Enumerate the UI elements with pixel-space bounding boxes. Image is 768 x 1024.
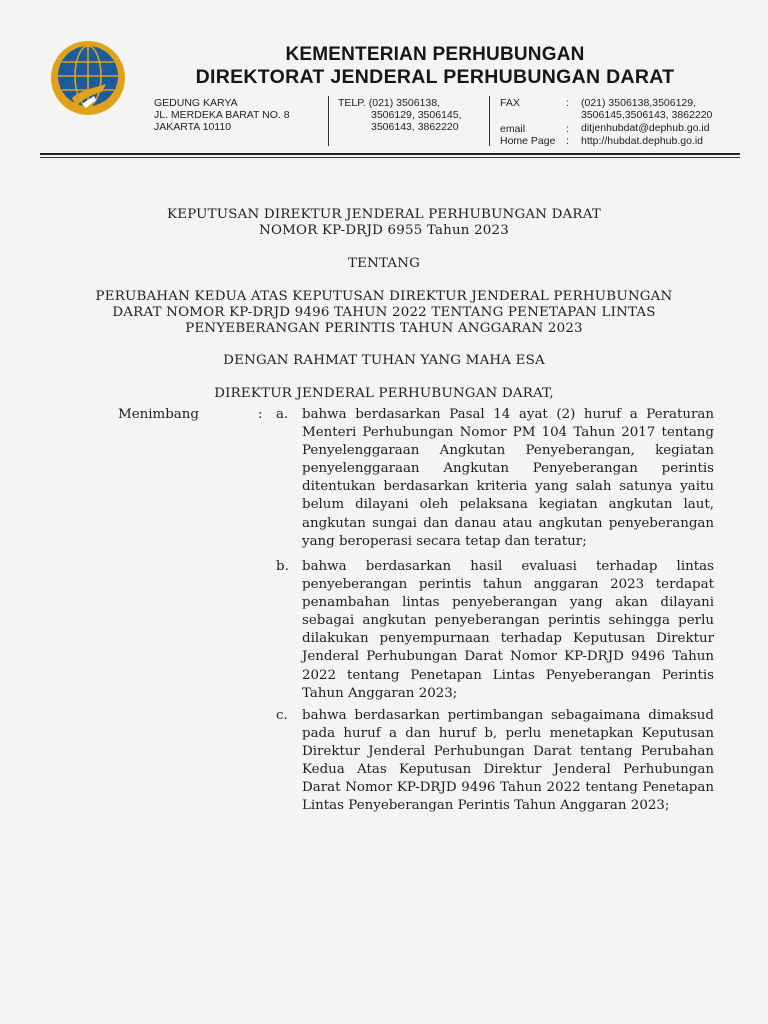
fax-line: (021) 3506138,3506129,	[581, 97, 697, 109]
fax-line: 3506145,3506143, 3862220	[581, 109, 713, 121]
item-marker: a.	[276, 407, 289, 422]
email-value: ditjenhubdat@dephub.go.id	[581, 122, 710, 134]
decree-title	[60, 207, 708, 239]
decree-number: NOMOR KP-DRJD 6955 Tahun 2023	[259, 223, 509, 238]
address-line: JL. MERDEKA BARAT NO. 8	[154, 109, 290, 121]
subject-line: PENYEBERANGAN PERINTIS TAHUN ANGGARAN 2023	[185, 321, 583, 336]
telephone-line: 3506129, 3506145,	[371, 109, 462, 121]
ministry-name: KEMENTERIAN PERHUBUNGAN	[285, 44, 585, 65]
issuer-line: DIREKTUR JENDERAL PERHUBUNGAN DARAT,	[214, 386, 554, 401]
consideration-item: bahwa berdasarkan pertimbangan sebagaimana dimaksud pada huruf a dan huruf b, perlu menetapkan Keputusan Direktur Jenderal Perhubungan Darat tentang Perubahan Kedua Atas Keputusan Direktur Jenderal Perhubungan Darat Nomor KP-DRJD 9496 Tahun 2022 tentang Penetapan Lintas Penyeberangan Perintis Tahun Anggaran 2023;	[302, 708, 714, 814]
address-block	[154, 97, 290, 133]
divider	[328, 96, 329, 146]
homepage-label: Home Page	[500, 135, 556, 147]
considering-label: Menimbang	[118, 407, 199, 422]
fax-colon: :	[566, 97, 569, 109]
directorate-name: DIREKTORAT JENDERAL PERHUBUNGAN DARAT	[195, 66, 675, 88]
address-line: JAKARTA 10110	[154, 121, 232, 133]
item-marker: b.	[276, 559, 289, 574]
about-heading: TENTANG	[347, 256, 421, 271]
address-line: GEDUNG KARYA	[154, 97, 238, 109]
letterhead-rule-thin	[40, 157, 740, 158]
letterhead-rule	[40, 153, 740, 155]
consideration-item: bahwa berdasarkan hasil evaluasi terhadap lintas penyeberangan perintis tahun anggaran 2023 terdapat penambahan lintas penyeberangan yang akan dilayani sebagai angkutan penyeberangan perintis sehingga perlu dilakukan penyempurnaan terhadap Keputusan Direktur Jenderal Perhubungan Darat Nomor KP-DRJD 9496 Tahun 2022 tentang Penetapan Lintas Penyeberangan Perintis Tahun Anggaran 2023;	[302, 559, 714, 701]
divider	[489, 96, 490, 146]
considering-colon: :	[258, 407, 263, 422]
fax-label: FAX	[500, 97, 520, 109]
telephone-line: 3506143, 3862220	[371, 121, 459, 133]
telephone-block	[338, 97, 462, 133]
homepage-value: http://hubdat.dephub.go.id	[581, 135, 704, 147]
email-colon: :	[566, 123, 569, 135]
decree-title-line: KEPUTUSAN DIREKTUR JENDERAL PERHUBUNGAN DARAT	[167, 207, 601, 222]
telephone-line: TELP. (021) 3506138,	[338, 97, 440, 109]
item-marker: c.	[276, 708, 288, 723]
fax-value	[581, 97, 712, 121]
homepage-colon: :	[566, 135, 569, 147]
ministry-logo	[50, 40, 126, 116]
decree-subject	[60, 289, 708, 337]
subject-line: DARAT NOMOR KP-DRJD 9496 TAHUN 2022 TENTANG PENETAPAN LINTAS	[112, 305, 656, 320]
blessing-line: DENGAN RAHMAT TUHAN YANG MAHA ESA	[223, 353, 545, 368]
email-label: email	[500, 123, 526, 135]
subject-line: PERUBAHAN KEDUA ATAS KEPUTUSAN DIREKTUR JENDERAL PERHUBUNGAN	[95, 289, 673, 304]
consideration-item: bahwa berdasarkan Pasal 14 ayat (2) huruf a Peraturan Menteri Perhubungan Nomor PM 104 Tahun 2017 tentang Penyelenggaraan Angkutan Penyeberangan, kegiatan penyelenggaraan Angkutan Penyeberangan perintis ditentukan berdasarkan kriteria yang salah satunya yaitu belum dilayani oleh pelaksana kegiatan angkutan laut, angkutan sungai dan danau atau angkutan penyeberangan yang beroperasi secara tetap dan teratur;	[302, 407, 714, 549]
